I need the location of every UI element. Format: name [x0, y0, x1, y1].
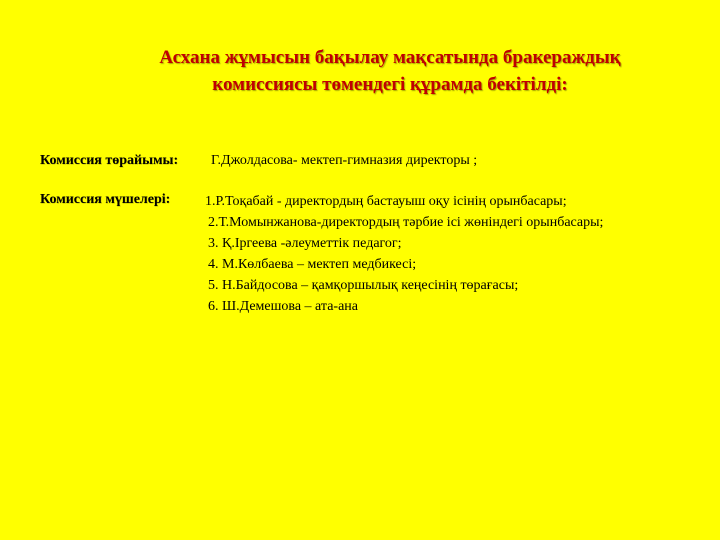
members-label: Комиссия мүшелері:	[40, 192, 171, 207]
member-item-6: 6. Ш.Демешова – ата-ана	[208, 299, 358, 314]
chair-value: Г.Джолдасова- мектеп-гимназия директоры ;	[211, 153, 478, 168]
member-item-2: 2.Т.Момынжанова-директордың тәрбие ісі жөніндегі орынбасары;	[208, 215, 604, 230]
member-item-4: 4. М.Көлбаева – мектеп медбикесі;	[208, 257, 417, 272]
members-list	[205, 192, 603, 318]
slide-title	[130, 44, 650, 98]
slide-title-line-1: Асхана жұмысын бақылау мақсатында бракераждық	[159, 47, 621, 68]
slide-title-line-2: комиссиясы төмендегі құрамда бекітілді:	[212, 74, 568, 95]
member-item-5: 5. Н.Байдосова – қамқоршылық кеңесінің төрағасы;	[208, 278, 519, 293]
member-item-3: 3. Қ.Іргеева -әлеуметтік педагог;	[208, 236, 402, 251]
chair-label: Комиссия төрайымы:	[40, 153, 179, 168]
member-item-1: 1.Р.Тоқабай - директордың бастауыш оқу ісінің орынбасары;	[205, 194, 567, 209]
